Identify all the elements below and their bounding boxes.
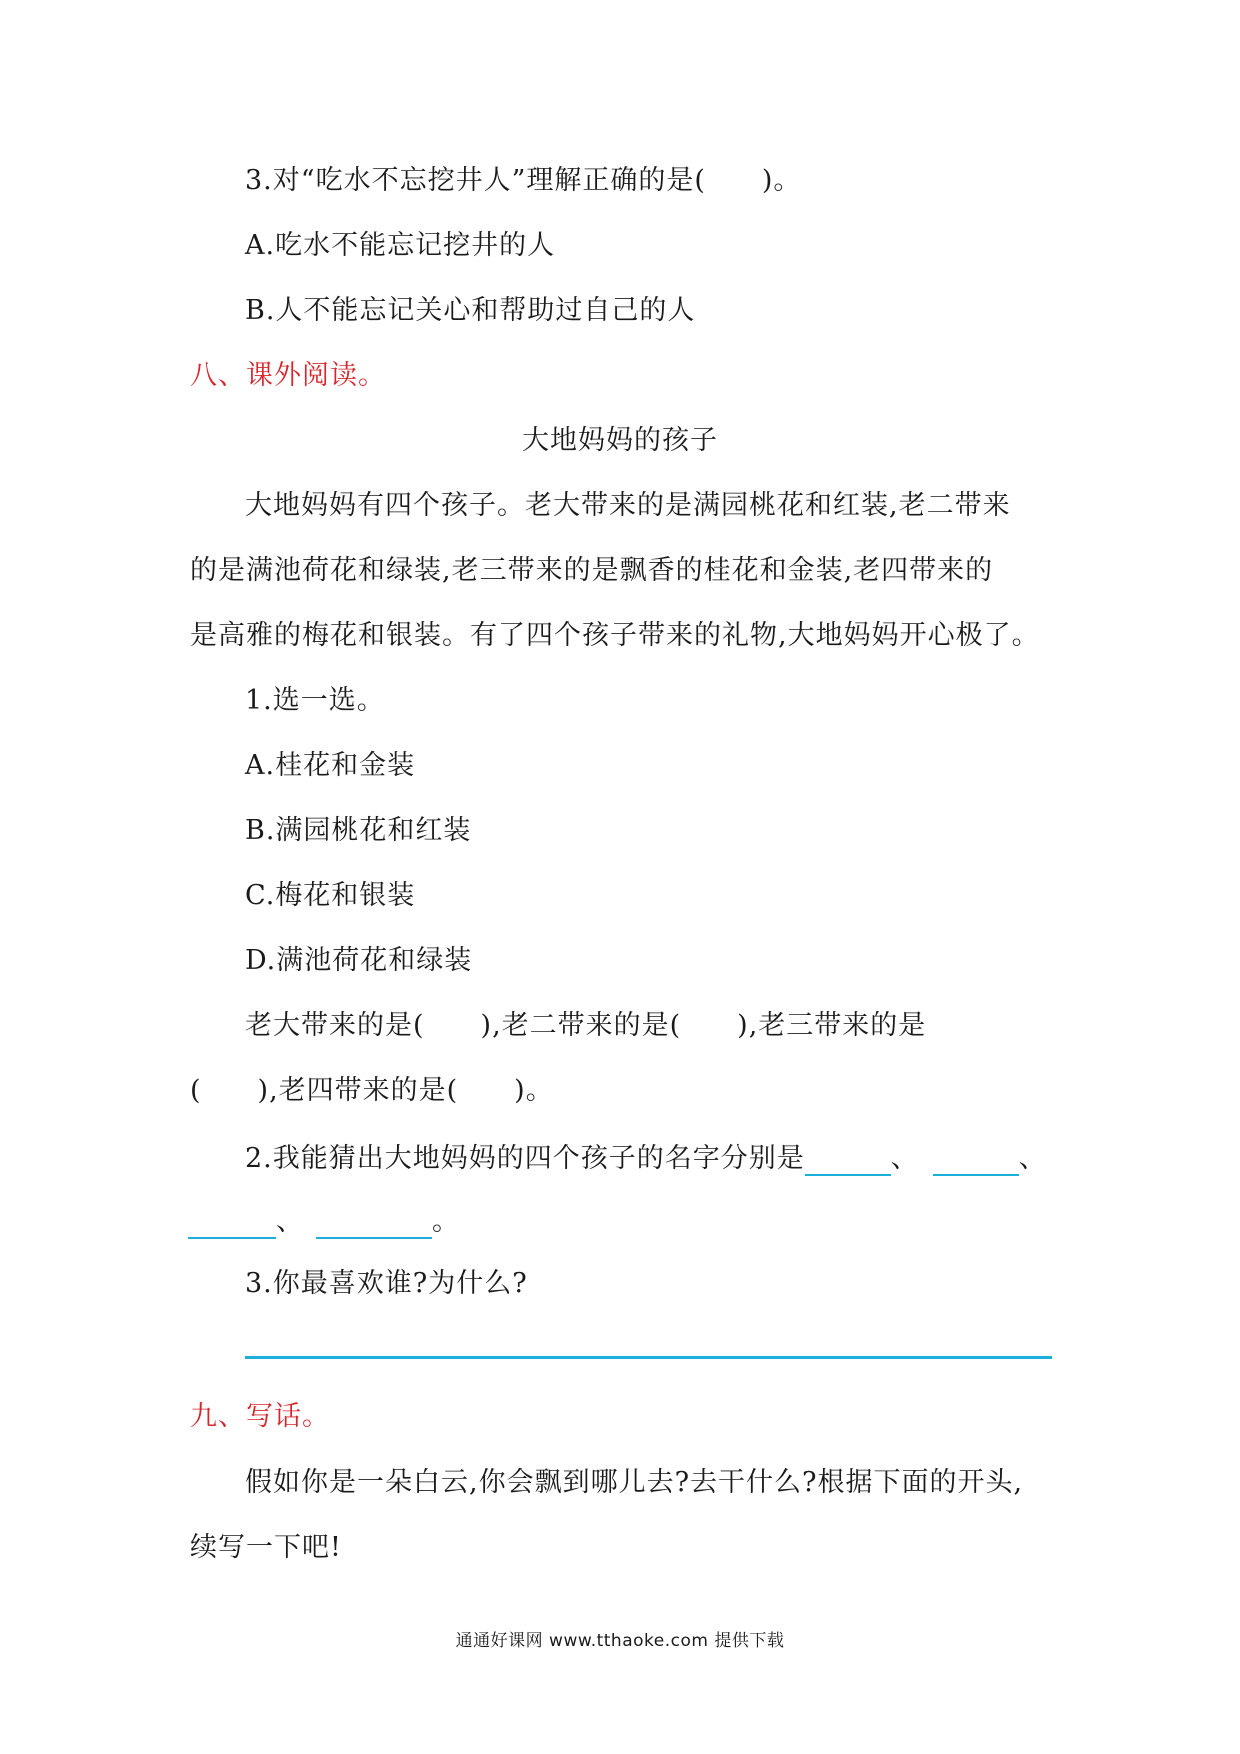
fill-in-line: ( ),老四带来的是( )。 [190,1075,554,1106]
choice-option: A.桂花和金装 [245,750,416,781]
passage-line: 是高雅的梅花和银装。有了四个孩子带来的礼物,大地妈妈开心极了。 [190,620,1040,651]
answer-blank[interactable] [805,1144,891,1176]
writing-prompt: 续写一下吧! [190,1532,342,1563]
section-heading-8: 八、课外阅读。 [190,360,386,391]
sub-question-3: 3.你最喜欢谁?为什么? [245,1268,528,1299]
section-heading-9: 九、写话。 [190,1401,330,1432]
separator: 、 [1018,1143,1047,1174]
answer-blank[interactable] [316,1207,432,1239]
writing-prompt: 假如你是一朵白云,你会飘到哪儿去?去干什么?根据下面的开头, [245,1467,1024,1498]
answer-blank[interactable] [933,1144,1019,1176]
separator: 、 [890,1143,919,1174]
end-mark: 。 [432,1206,460,1237]
choice-option: D.满池荷花和绿装 [245,945,473,976]
sub-question-1: 1.选一选。 [245,685,385,716]
option-b: B.人不能忘记关心和帮助过自己的人 [245,295,696,326]
sub-question-2 [245,1142,1047,1176]
passage-line: 大地妈妈有四个孩子。老大带来的是满园桃花和红装,老二带来 [245,490,1011,521]
separator: 、 [276,1206,304,1237]
choice-option: C.梅花和银装 [245,880,416,911]
fill-in-line: 老大带来的是( ),老二带来的是( ),老三带来的是 [245,1010,927,1041]
answer-blank[interactable] [188,1207,276,1239]
option-a: A.吃水不能忘记挖井的人 [245,230,556,261]
answer-line[interactable] [245,1356,1052,1359]
sub-question-2-continued [188,1205,460,1239]
passage-line: 的是满池荷花和绿装,老三带来的是飘香的桂花和金装,老四带来的 [190,555,994,586]
passage-title: 大地妈妈的孩子 [522,425,718,456]
sub-question-2-text: 2.我能猜出大地妈妈的四个孩子的名字分别是 [245,1143,805,1174]
choice-option: B.满园桃花和红装 [245,815,472,846]
page-footer: 通通好课网 www.tthaoke.com 提供下载 [455,1631,785,1651]
question-3: 3.对“吃水不忘挖井人”理解正确的是( )。 [245,165,802,196]
